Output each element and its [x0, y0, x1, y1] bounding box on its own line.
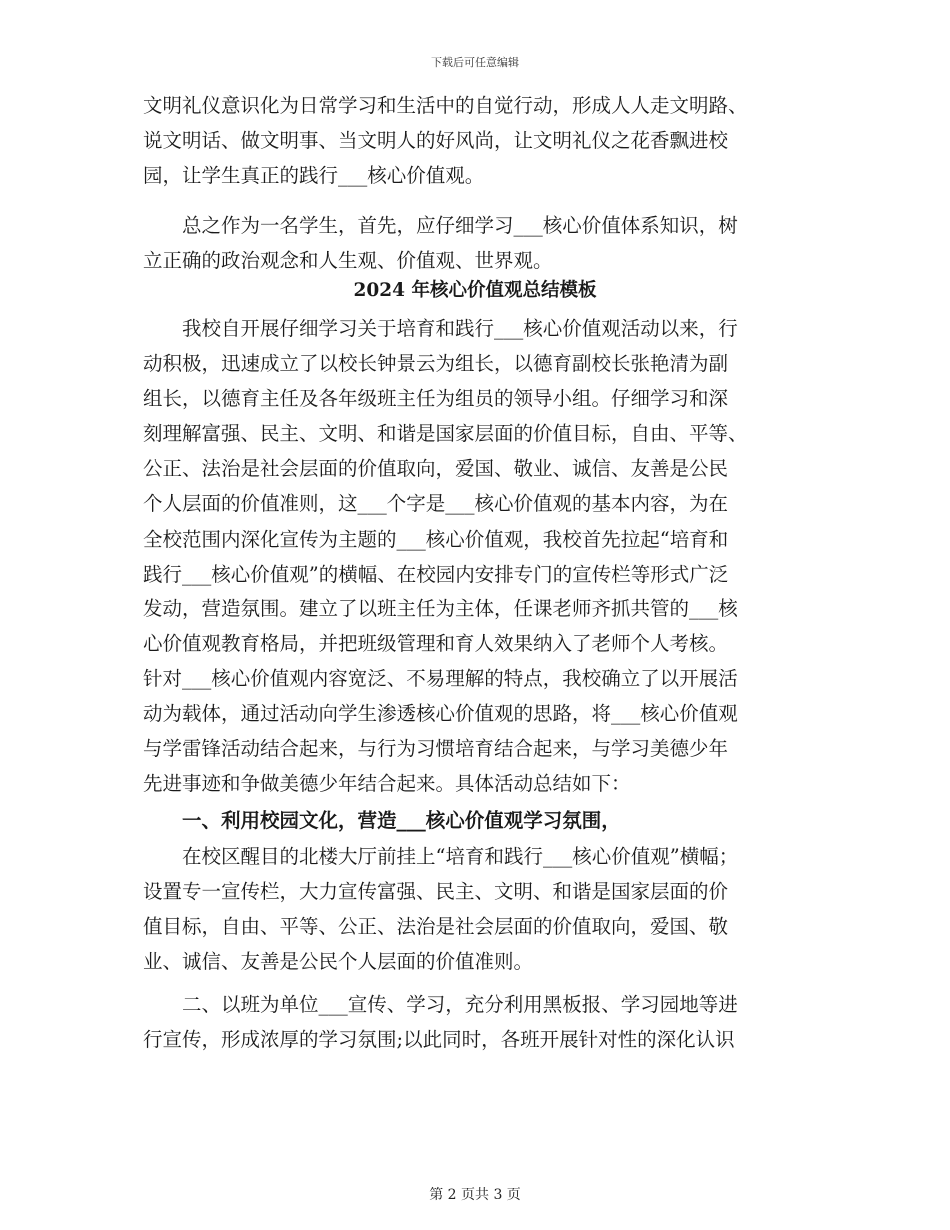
- text-line: 组长，以德育主任及各年级班主任为组员的领导小组。仔细学习和深: [143, 387, 729, 410]
- page-footer: 第 2 页共 3 页: [429, 1187, 521, 1203]
- section-title: 2024 年核心价值观总结模板: [353, 280, 597, 301]
- text-line: 园，让学生真正的践行___核心价值观。: [143, 164, 485, 187]
- text-line: 个人层面的价值准则，这___个字是___核心价值观的基本内容，为在: [143, 492, 729, 515]
- text-line: 针对___核心价值观内容宽泛、不易理解的特点，我校确立了以开展活: [143, 667, 738, 690]
- text-line: 心价值观教育格局，并把班级管理和育人效果纳入了老师个人考核。: [143, 632, 729, 655]
- text-line: 动为载体，通过活动向学生渗透核心价值观的思路，将___核心价值观: [143, 702, 738, 725]
- text-line: 说文明话、做文明事、当文明人的好风尚，让文明礼仪之花香飘进校: [143, 129, 729, 152]
- text-line: 行宣传，形成浓厚的学习氛围;以此同时，各班开展针对性的深化认识: [143, 1028, 735, 1051]
- text-line: 设置专一宣传栏，大力宣传富强、民主、文明、和谐是国家层面的价: [143, 880, 729, 903]
- text-line: 刻理解富强、民主、文明、和谐是国家层面的价值目标，自由、平等、: [143, 422, 748, 445]
- text-line: 立正确的政治观念和人生观、价值观、世界观。: [143, 249, 553, 272]
- text-line: 二、以班为单位___宣传、学习，充分利用黑板报、学习园地等进: [143, 993, 738, 1016]
- text-line: 值目标，自由、平等、公正、法治是社会层面的价值取向，爱国、敬: [143, 915, 729, 938]
- text-line: 践行___核心价值观”的横幅、在校园内安排专门的宣传栏等形式广泛: [143, 563, 729, 586]
- text-line: 文明礼仪意识化为日常学习和生活中的自觉行动，形成人人走文明路、: [143, 94, 748, 117]
- text-line: 总之作为一名学生，首先，应仔细学习___核心价值体系知识，树: [143, 214, 738, 237]
- text-line: 我校自开展仔细学习关于培育和践行___核心价值观活动以来，行: [143, 317, 738, 340]
- text-line: 在校区醒目的北楼大厅前挂上“培育和践行___核心价值观”横幅；: [143, 845, 739, 868]
- text-line: 公正、法治是社会层面的价值取向，爱国、敬业、诚信、友善是公民: [143, 457, 729, 480]
- page-header: 下载后可任意编辑: [431, 56, 519, 69]
- text-line: 与学雷锋活动结合起来，与行为习惯培育结合起来，与学习美德少年: [143, 737, 729, 760]
- text-line: 动积极，迅速成立了以校长钟景云为组长，以德育副校长张艳清为副: [143, 352, 729, 375]
- text-line: 全校范围内深化宣传为主题的___核心价值观，我校首先拉起“培育和: [143, 528, 729, 551]
- text-line: 发动，营造氛围。建立了以班主任为主体，任课老师齐抓共管的___核: [143, 597, 738, 620]
- text-line: 先进事迹和争做美德少年结合起来。具体活动总结如下：: [143, 772, 631, 795]
- section-heading: 一、利用校园文化，营造___核心价值观学习氛围，: [143, 809, 621, 832]
- text-line: 业、诚信、友善是公民个人层面的价值准则。: [143, 950, 534, 973]
